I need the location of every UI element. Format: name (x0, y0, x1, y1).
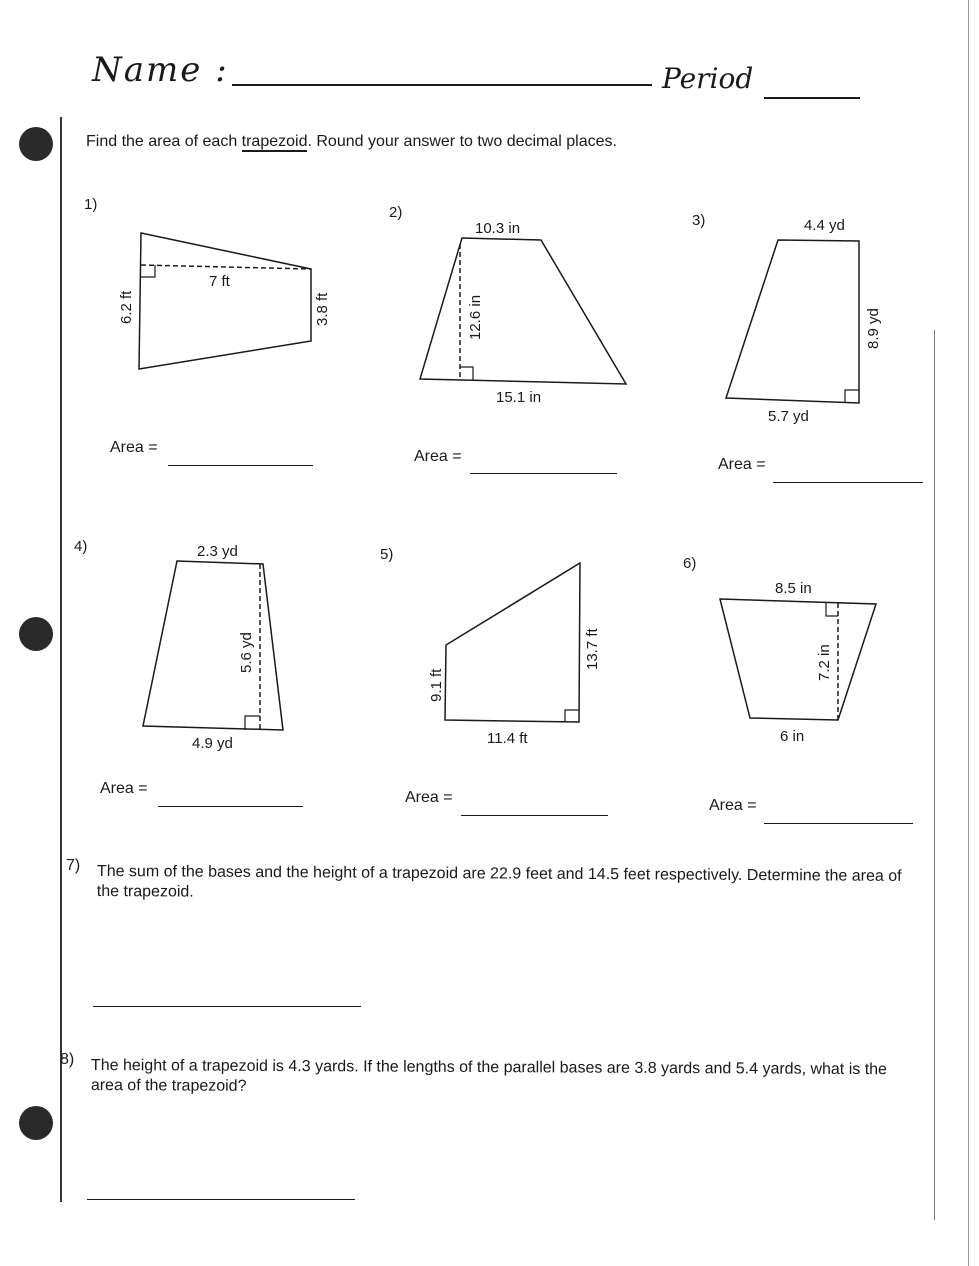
instructions-before: Find the area of each (86, 133, 242, 150)
area-label-1: Area = (110, 439, 158, 456)
label-1-left-base: 6.2 ft (118, 290, 135, 324)
label-3-top-base: 4.4 yd (804, 217, 845, 234)
area-label-5: Area = (405, 789, 453, 806)
problem-7-text: The sum of the bases and the height of a trapezoid are 22.9 feet and 14.5 feet respectively. Determine the area of the trapezoid. (96, 863, 902, 901)
right-angle-mark-1 (141, 265, 155, 277)
area-answer-line-3[interactable] (773, 482, 923, 483)
height-line-1 (141, 265, 311, 269)
area-label-4: Area = (100, 780, 148, 797)
label-5-right-base: 13.7 ft (584, 628, 601, 670)
label-3-bottom-base: 5.7 yd (768, 408, 809, 425)
problem-7-number: 7) (66, 857, 81, 874)
area-answer-line-5[interactable] (461, 815, 608, 816)
problem-8-answer-line[interactable] (87, 1199, 355, 1200)
label-1-height: 7 ft (209, 273, 230, 290)
trapezoid-5 (445, 563, 580, 722)
label-2-height: 12.6 in (467, 294, 484, 340)
area-label-2: Area = (414, 448, 462, 465)
area-answer-line-2[interactable] (470, 473, 617, 474)
trapezoid-2 (420, 238, 626, 384)
label-2-bottom-base: 15.1 in (496, 389, 542, 406)
label-5-left-base: 9.1 ft (428, 668, 445, 702)
right-angle-mark-5 (565, 710, 579, 722)
trapezoid-1 (139, 233, 311, 369)
area-label-6: Area = (709, 797, 757, 814)
label-6-top-base: 8.5 in (775, 580, 812, 597)
label-4-top-base: 2.3 yd (197, 543, 238, 560)
area-answer-line-6[interactable] (764, 823, 913, 824)
label-2-top-base: 10.3 in (475, 220, 521, 237)
area-answer-line-4[interactable] (158, 806, 303, 807)
problem-4-number: 4) (74, 538, 88, 555)
right-angle-mark-4 (245, 716, 260, 730)
area-answer-line-1[interactable] (168, 465, 313, 466)
problem-8-text: The height of a trapezoid is 4.3 yards. If the lengths of the parallel bases are 3.8 yards and 5.4 yards, what is the area of the trapezoid? (90, 1057, 888, 1095)
problem-8-number: 8) (60, 1051, 75, 1068)
area-label-3: Area = (718, 456, 766, 473)
problem-7-answer-line[interactable] (93, 1006, 361, 1007)
trapezoid-4 (143, 561, 283, 730)
instructions-after: . Round your answer to two decimal places. (307, 133, 617, 150)
label-4-bottom-base: 4.9 yd (192, 735, 233, 752)
label-6-bottom-base: 6 in (780, 728, 805, 745)
label-6-height: 7.2 in (816, 644, 833, 681)
problem-1-number: 1) (84, 196, 98, 213)
label-1-right-base: 3.8 ft (314, 292, 331, 326)
problem-3-number: 3) (692, 212, 706, 229)
trapezoid-3 (726, 240, 859, 403)
label-4-height: 5.6 yd (238, 632, 255, 673)
problem-6-number: 6) (683, 555, 697, 572)
right-angle-mark-6 (826, 603, 838, 616)
problem-5-number: 5) (380, 546, 394, 563)
label-5-height: 11.4 ft (487, 730, 528, 747)
label-3-height: 8.9 yd (865, 308, 882, 349)
right-angle-mark-2 (460, 367, 473, 380)
trapezoid-6 (720, 599, 876, 720)
instructions-underlined: trapezoid (241, 133, 308, 150)
problem-2-number: 2) (389, 204, 403, 221)
right-angle-mark-3 (845, 390, 859, 403)
name-label: Name : (92, 50, 229, 90)
period-label: Period (662, 62, 754, 95)
